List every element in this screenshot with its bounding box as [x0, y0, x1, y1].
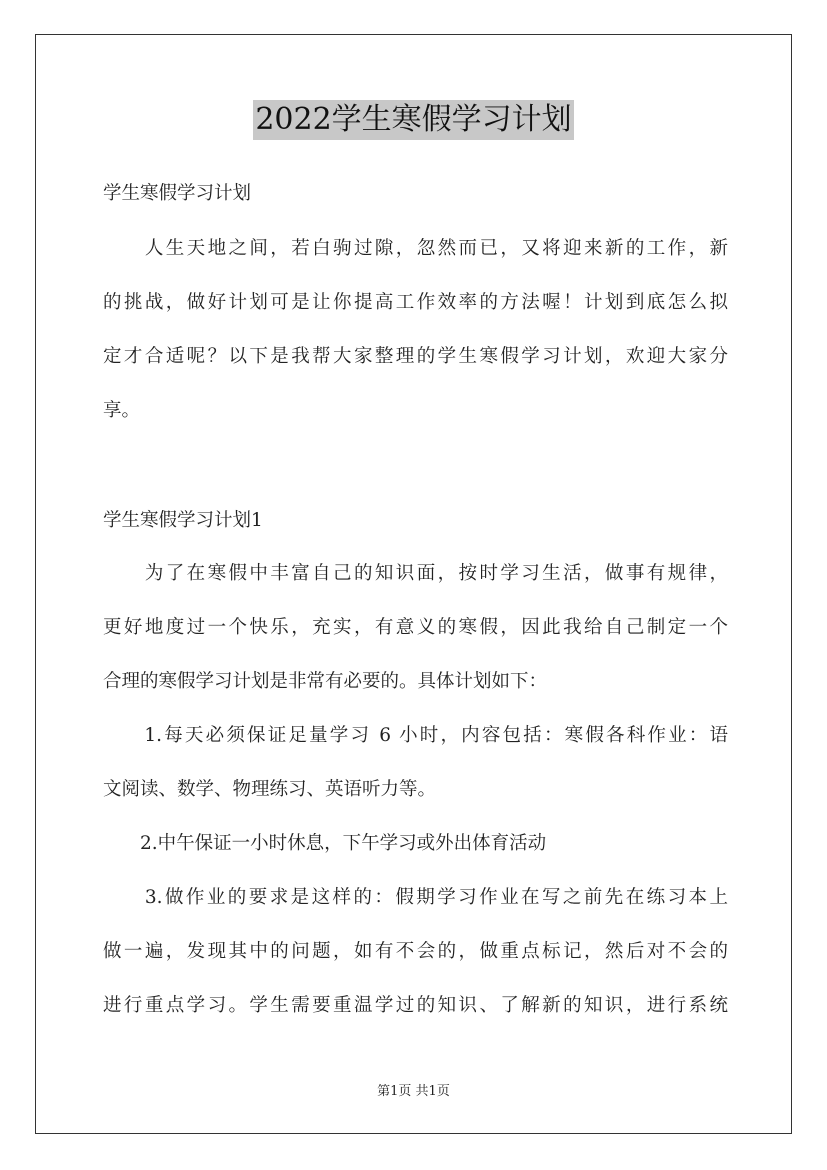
- title-container: [0, 100, 827, 140]
- paragraph-line: 享。: [103, 400, 141, 421]
- document-title: 2022学生寒假学习计划: [253, 100, 573, 140]
- paragraph-line: 为了在寒假中丰富自己的知识面，按时学习生活，做事有规律，: [103, 563, 728, 584]
- paragraph-line: 1.每天必须保证足量学习 6 小时，内容包括：寒假各科作业：语: [103, 725, 728, 746]
- paragraph-line: 的挑战，做好计划可是让你提高工作效率的方法喔！计划到底怎么拟: [103, 292, 728, 313]
- paragraph-line: 人生天地之间，若白驹过隙，忽然而已，又将迎来新的工作，新: [103, 238, 728, 259]
- section-heading: 学生寒假学习计划1: [103, 510, 263, 531]
- section-heading: 学生寒假学习计划: [103, 183, 252, 204]
- paragraph-line: 定才合适呢？以下是我帮大家整理的学生寒假学习计划，欢迎大家分: [103, 346, 728, 367]
- paragraph-line: 2.中午保证一小时休息，下午学习或外出体育活动: [103, 833, 547, 854]
- paragraph-line: 3.做作业的要求是这样的：假期学习作业在写之前先在练习本上: [103, 887, 728, 908]
- page-footer: 第1页 共1页: [377, 1084, 450, 1099]
- paragraph-line: 合理的寒假学习计划是非常有必要的。具体计划如下：: [103, 671, 548, 692]
- paragraph-line: 进行重点学习。学生需要重温学过的知识、了解新的知识，进行系统: [103, 995, 728, 1016]
- paragraph-line: 做一遍，发现其中的问题，如有不会的，做重点标记，然后对不会的: [103, 941, 728, 962]
- paragraph-line: 更好地度过一个快乐，充实，有意义的寒假，因此我给自己制定一个: [103, 617, 728, 638]
- paragraph-line: 文阅读、数学、物理练习、英语听力等。: [103, 779, 437, 800]
